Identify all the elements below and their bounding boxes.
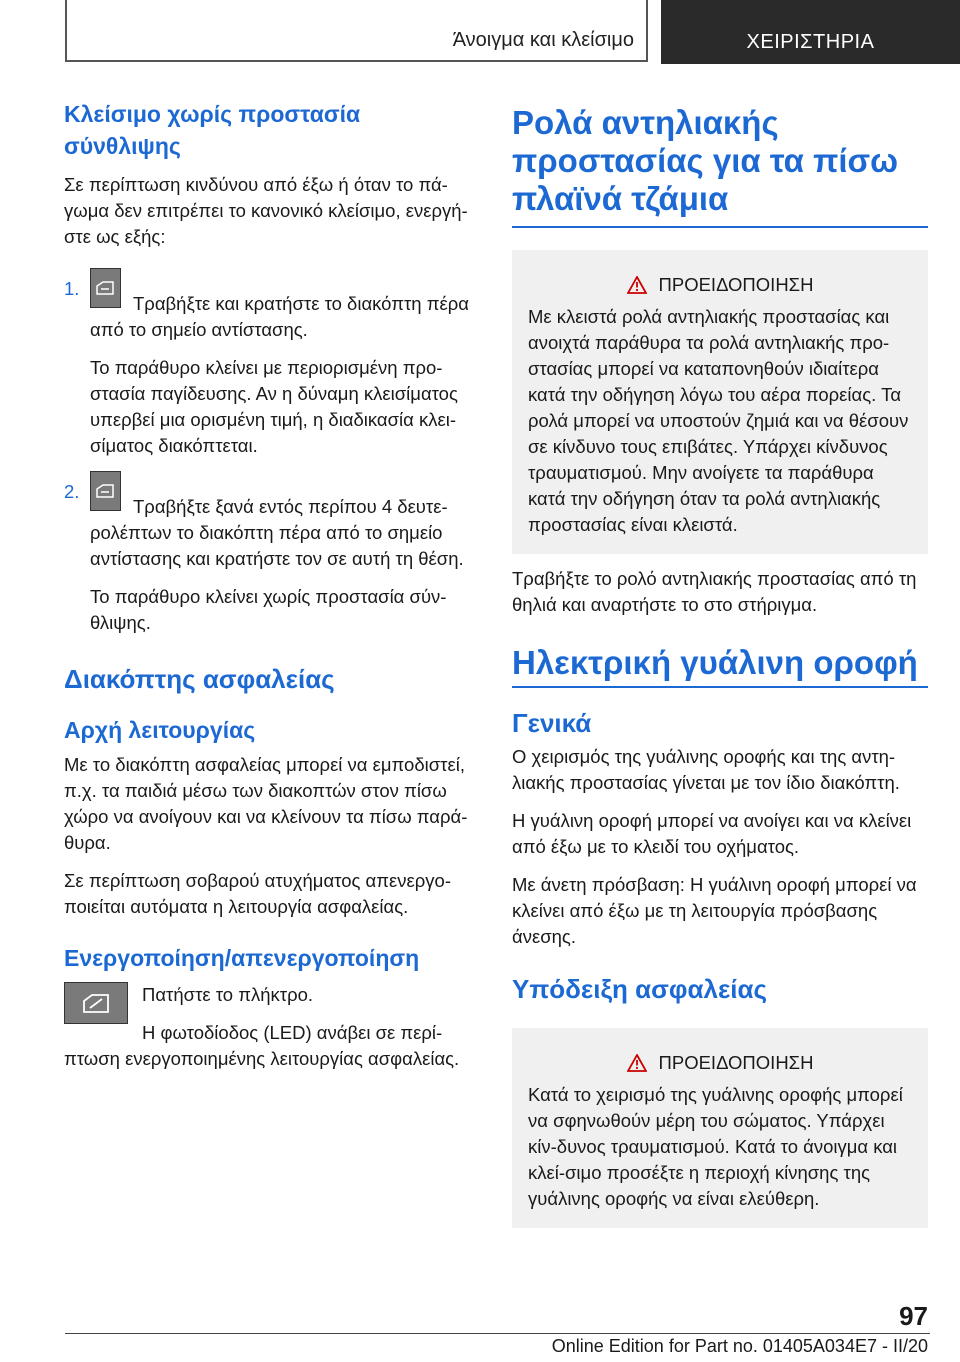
roof-para-1: Ο χειρισμός της γυάλινης οροφής και της αντη-λιακής προστασίας γίνεται με τον ίδιο διακόπτη. xyxy=(512,746,900,793)
left-column xyxy=(64,98,480,1072)
warning-title: ΠΡΟΕΙΔΟΠΟΙΗΣΗ xyxy=(658,1052,814,1073)
footer-divider xyxy=(65,1333,930,1334)
step-number: 1. xyxy=(64,278,80,299)
step-2 xyxy=(64,479,480,636)
step-text: Τραβήξτε και κρατήστε το διακόπτη πέρα από το σημείο αντίστασης. xyxy=(90,293,469,340)
heading-sunblinds: Ρολά αντηλιακής προστασίας για τα πίσω πλαϊνά τζάμια xyxy=(512,104,898,217)
warning-text: Με κλειστά ρολά αντηλιακής προστασίας και ανοιχτά παράθυρα τα ρολά αντηλιακής προ-στασίας μπορεί να καταπονηθούν ιδιαίτερα κατά την οδήγηση λόγω του αέρα πορείας. Τα ρολά μπορεί να υποστούν ζημιά και να θέσουν σε κίνδυνο τους επιβάτες. Υπάρχει κίνδυνος τραυματισμού. Μην ανοίγετε τα παράθυρα κατά την οδήγηση όταν τα ρολά αντηλιακής προστασίας είναι κλειστά. xyxy=(528,306,909,535)
header-chapter-tab xyxy=(661,0,960,64)
heading-operating-principle: Αρχή λειτουργίας xyxy=(64,717,256,743)
led-text: Η φωτοδίοδος (LED) ανάβει σε περί-πτωση ενεργοποιημένης λειτουργίας ασφαλείας. xyxy=(64,1022,460,1069)
warning-triangle-icon xyxy=(627,276,647,294)
press-text: Πατήστε το πλήκτρο. xyxy=(142,984,314,1005)
warning-triangle-icon xyxy=(627,1054,647,1072)
heading-glass-roof: Ηλεκτρική γυάλινη οροφή xyxy=(512,644,918,681)
step-1 xyxy=(64,276,480,459)
header-section-tab xyxy=(65,0,648,62)
window-switch-icon xyxy=(90,471,121,511)
warning-text: Κατά το χειρισμό της γυάλινης οροφής μπορεί να σφηνωθούν μέρη του σώματος. Υπάρχει κίν-δυνος τραυματισμού. Κατά το άνοιγμα και κλεί-σιμο προσέξτε η περιοχή κίνησης της γυάλινης οροφής να είναι ελεύθερη. xyxy=(528,1084,903,1209)
safety-switch-block xyxy=(64,982,480,1072)
heading-safety-notice: Υπόδειξη ασφαλείας xyxy=(512,974,768,1004)
header-section-title: Άνοιγμα και κλείσιμο xyxy=(452,29,634,51)
roof-para-3: Με άνετη πρόσβαση: Η γυάλινη οροφή μπορεί να κλείνει από έξω με τη λειτουργία πρόσβασης άνεσης. xyxy=(512,874,917,947)
heading-activate-deactivate: Ενεργοποίηση/απενεργοποίηση xyxy=(64,945,420,971)
step-number: 2. xyxy=(64,481,80,502)
warning-box-sunblinds xyxy=(512,250,928,554)
step-text: Τραβήξτε ξανά εντός περίπου 4 δευτε-ρολέπτων το διακόπτη πέρα από το σημείο αντίστασης και κρατήστε τον σε αυτή τη θέση. xyxy=(90,496,464,569)
intro-text: Σε περίπτωση κινδύνου από έξω ή όταν το πά-γωμα δεν επιτρέπει το κανονικό κλείσιμο, ενεργή-στε ως εξής: xyxy=(64,174,468,247)
warning-box-roof xyxy=(512,1028,928,1228)
heading-general: Γενικά xyxy=(512,708,592,738)
header-chapter-title: ΧΕΙΡΙΣΤΗΡΙΑ xyxy=(746,31,875,53)
right-column xyxy=(512,104,928,1228)
safety-switch-icon xyxy=(64,982,128,1024)
roof-para-2: Η γυάλινη οροφή μπορεί να ανοίγει και να κλείνει από έξω με το κλειδί του οχήματος. xyxy=(512,810,912,857)
step-note: Το παράθυρο κλείνει χωρίς προστασία σύν-θλιψης. xyxy=(90,586,447,633)
edition-text: Online Edition for Part no. 01405A034E7 - II/20 xyxy=(551,1336,928,1356)
page-number: 97 xyxy=(899,1301,928,1331)
safety-para-1: Με το διακόπτη ασφαλείας μπορεί να εμποδιστεί, π.χ. τα παιδιά μέσω των διακοπτών στον πίσω χώρο να ανοίγουν και να κλείνουν τα πίσω παρά-θυρα. xyxy=(64,754,468,853)
heading-close-without-protection: Κλείσιμο χωρίς προστασία σύνθλιψης xyxy=(64,101,361,159)
heading-safety-switch: Διακόπτης ασφαλείας xyxy=(64,664,335,694)
warning-title: ΠΡΟΕΙΔΟΠΟΙΗΣΗ xyxy=(658,274,814,295)
safety-para-2: Σε περίπτωση σοβαρού ατυχήματος απενεργο-ποιείται αυτόματα η λειτουργία ασφαλείας. xyxy=(64,870,451,917)
step-note: Το παράθυρο κλείνει με περιορισμένη προ-στασία παγίδευσης. Αν η δύναμη κλεισίματος υπερβεί μια ορισμένη τιμή, η διαδικασία κλει-σίματος διακόπτεται. xyxy=(90,357,458,456)
window-switch-icon xyxy=(90,268,121,308)
sunblind-instruction: Τραβήξτε το ρολό αντηλιακής προστασίας από τη θηλιά και αναρτήστε το στο στήριγμα. xyxy=(512,568,917,615)
